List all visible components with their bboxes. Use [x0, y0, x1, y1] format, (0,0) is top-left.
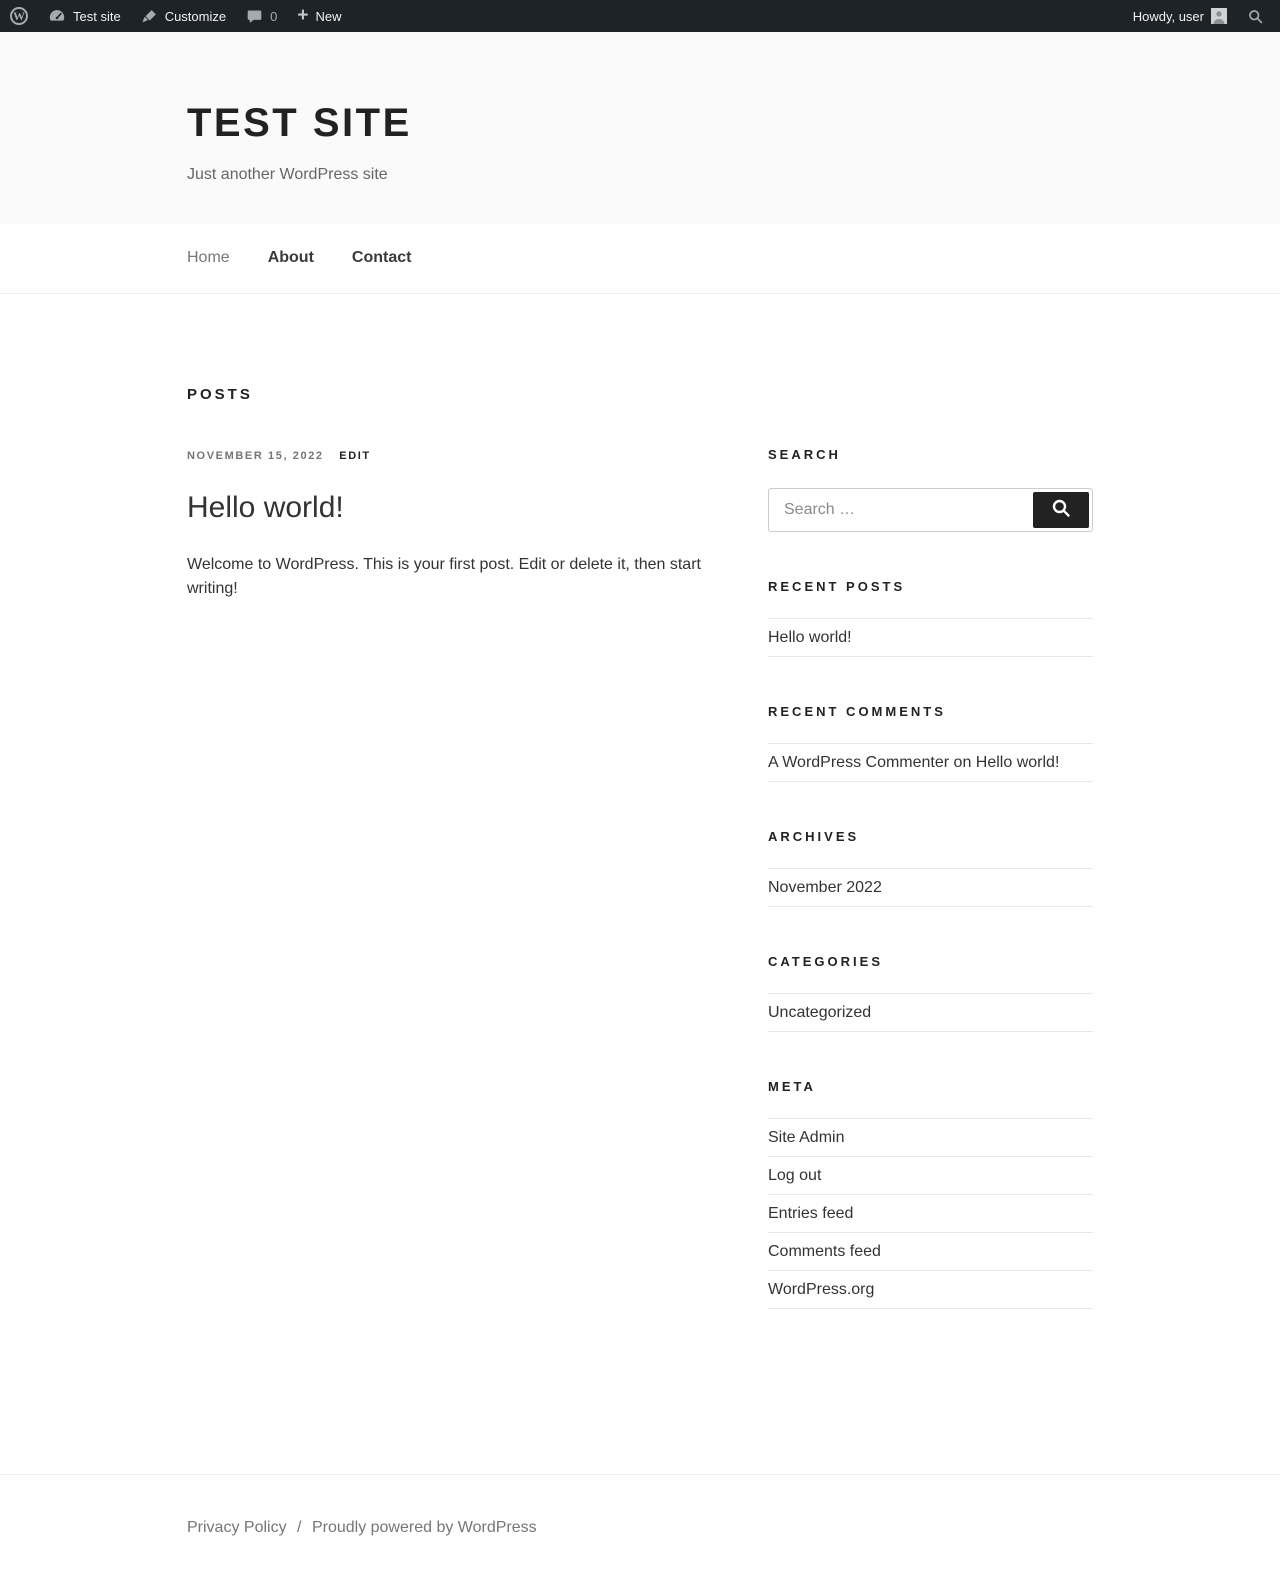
list-item [768, 869, 1093, 907]
list-item [768, 619, 1093, 657]
privacy-policy-link[interactable]: Privacy Policy [187, 1518, 287, 1536]
list-item [768, 1157, 1093, 1195]
log-out-link[interactable]: Log out [768, 1166, 822, 1184]
archive-link[interactable]: November 2022 [768, 878, 882, 896]
categories-widget [768, 954, 1093, 1032]
recent-posts-widget [768, 579, 1093, 657]
list-item [768, 994, 1093, 1032]
comments-count: 0 [270, 8, 278, 24]
archives-title: ARCHIVES [768, 828, 860, 844]
entries-feed-link[interactable]: Entries feed [768, 1204, 854, 1222]
post-article [187, 450, 732, 601]
list-item [768, 1271, 1093, 1309]
admin-bar-site-name[interactable] [38, 0, 131, 32]
site-admin-link[interactable]: Site Admin [768, 1128, 845, 1146]
archives-widget [768, 829, 1093, 907]
categories-title: CATEGORIES [768, 953, 883, 969]
page-title: POSTS [187, 385, 253, 403]
category-link[interactable]: Uncategorized [768, 1003, 872, 1021]
powered-by-link[interactable]: Proudly powered by WordPress [311, 1518, 537, 1536]
post-meta [187, 450, 732, 462]
post-date-link[interactable]: NOVEMBER 15, 2022 [187, 449, 324, 462]
admin-bar-new[interactable] [287, 0, 351, 32]
plus-icon: + [297, 4, 309, 26]
site-header [0, 32, 1280, 224]
admin-bar-customize-label: Customize [164, 8, 227, 24]
recent-post-link[interactable]: Hello world! [768, 628, 852, 646]
post-title-link[interactable]: Hello world! [187, 490, 344, 524]
recent-comments-widget [768, 704, 1093, 782]
post-edit-link[interactable]: EDIT [339, 449, 371, 462]
search-widget-title: SEARCH [768, 446, 841, 462]
wordpress-org-link[interactable]: WordPress.org [768, 1280, 875, 1298]
comments-bubble-icon [246, 8, 263, 25]
footer-separator: / [297, 1518, 302, 1536]
admin-search-icon [1247, 8, 1264, 25]
search-icon [1050, 497, 1072, 522]
nav-item-contact[interactable]: Contact [351, 248, 412, 266]
admin-bar [0, 0, 1280, 32]
user-avatar [1211, 8, 1227, 24]
site-title-link[interactable]: TEST SITE [187, 101, 412, 146]
admin-bar-right [1123, 0, 1274, 32]
site-footer [0, 1474, 1280, 1575]
sidebar [768, 447, 1093, 1356]
search-submit-button[interactable] [1033, 492, 1089, 528]
list-item [768, 1233, 1093, 1271]
comment-on-text: on [953, 753, 972, 771]
admin-bar-site-name-label: Test site [73, 8, 121, 24]
search-form [768, 488, 1093, 532]
list-item [768, 1119, 1093, 1157]
recent-posts-title: RECENT POSTS [768, 578, 906, 594]
howdy-user-label: Howdy, user [1132, 8, 1204, 24]
list-item [768, 744, 1093, 782]
admin-bar-new-label: New [315, 8, 342, 24]
comment-author-link[interactable]: A WordPress Commenter [768, 753, 950, 771]
admin-bar-search[interactable] [1237, 0, 1274, 32]
main-navigation [0, 224, 1280, 294]
customize-brush-icon [141, 8, 158, 25]
admin-bar-customize[interactable] [131, 0, 236, 32]
search-widget [768, 447, 1093, 532]
admin-bar-comments[interactable] [236, 0, 287, 32]
wordpress-logo-icon: W [10, 7, 28, 25]
admin-bar-left [0, 0, 351, 32]
posts-column [187, 386, 732, 1356]
site-content [187, 294, 1093, 1356]
recent-comments-title: RECENT COMMENTS [768, 703, 946, 719]
dashboard-gauge-icon [48, 7, 66, 25]
meta-widget [768, 1079, 1093, 1309]
wp-logo-menu[interactable] [0, 0, 38, 32]
post-body: Welcome to WordPress. This is your first post. Edit or delete it, then start writing! [187, 555, 701, 597]
nav-item-about[interactable]: About [267, 248, 314, 266]
comments-feed-link[interactable]: Comments feed [768, 1242, 881, 1260]
nav-item-home[interactable]: Home [187, 248, 230, 266]
meta-title: META [768, 1078, 816, 1094]
admin-bar-my-account[interactable] [1123, 0, 1237, 32]
comment-post-link[interactable]: Hello world! [975, 753, 1060, 771]
site-tagline: Just another WordPress site [187, 165, 388, 183]
search-input[interactable] [769, 489, 1030, 531]
list-item [768, 1195, 1093, 1233]
